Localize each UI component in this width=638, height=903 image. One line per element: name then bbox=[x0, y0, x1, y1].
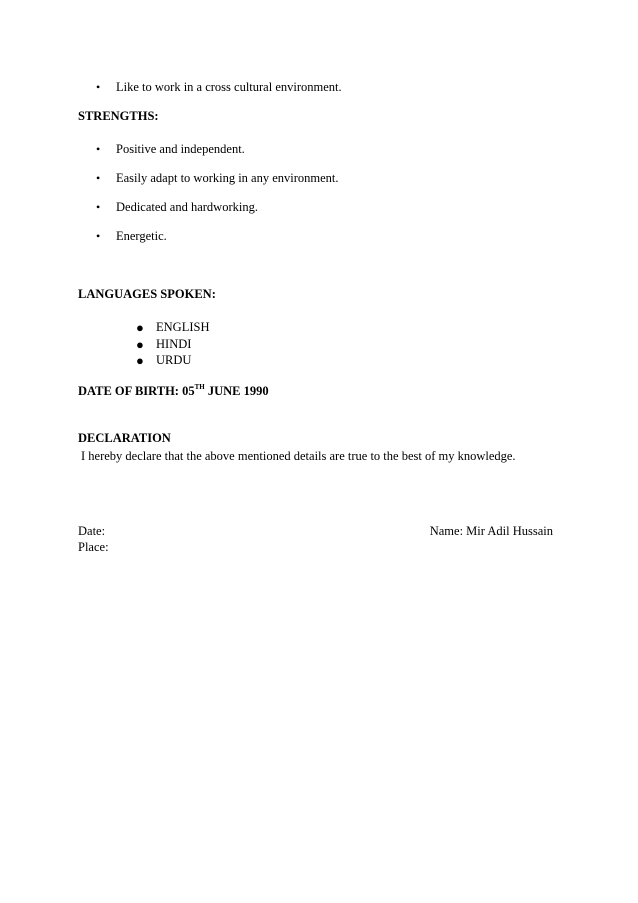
name-signature: Name: Mir Adil Hussain bbox=[429, 524, 553, 538]
bullet-icon: ● bbox=[136, 353, 144, 368]
bullet-icon: • bbox=[96, 229, 101, 243]
dob-ordinal-suffix: TH bbox=[194, 382, 205, 391]
bullet-icon: • bbox=[96, 200, 101, 214]
dob-label: DATE OF BIRTH: 05 bbox=[78, 384, 195, 398]
place-label: Place: bbox=[78, 540, 109, 554]
bullet-icon: • bbox=[96, 142, 101, 156]
dob-value: JUNE 1990 bbox=[204, 384, 269, 398]
date-of-birth bbox=[78, 384, 269, 399]
bullet-icon: • bbox=[96, 80, 101, 94]
languages-heading: LANGUAGES SPOKEN: bbox=[78, 287, 216, 301]
intro-item-text: Like to work in a cross cultural environment. bbox=[116, 80, 342, 94]
declaration-text: I hereby declare that the above mentioned details are true to the best of my knowledge. bbox=[81, 449, 516, 463]
strength-item-text: Easily adapt to working in any environment. bbox=[116, 171, 339, 185]
language-item-text: URDU bbox=[156, 353, 192, 367]
bullet-icon: • bbox=[96, 171, 101, 185]
bullet-icon: ● bbox=[136, 320, 144, 335]
bullet-icon: ● bbox=[136, 337, 144, 352]
strength-item-text: Positive and independent. bbox=[116, 142, 245, 156]
declaration-heading: DECLARATION bbox=[78, 431, 171, 445]
strengths-heading: STRENGTHS: bbox=[78, 109, 159, 123]
strength-item-text: Energetic. bbox=[116, 229, 167, 243]
language-item-text: HINDI bbox=[156, 337, 192, 351]
date-label: Date: bbox=[78, 524, 106, 538]
strength-item-text: Dedicated and hardworking. bbox=[116, 200, 258, 214]
language-item-text: ENGLISH bbox=[156, 320, 210, 334]
